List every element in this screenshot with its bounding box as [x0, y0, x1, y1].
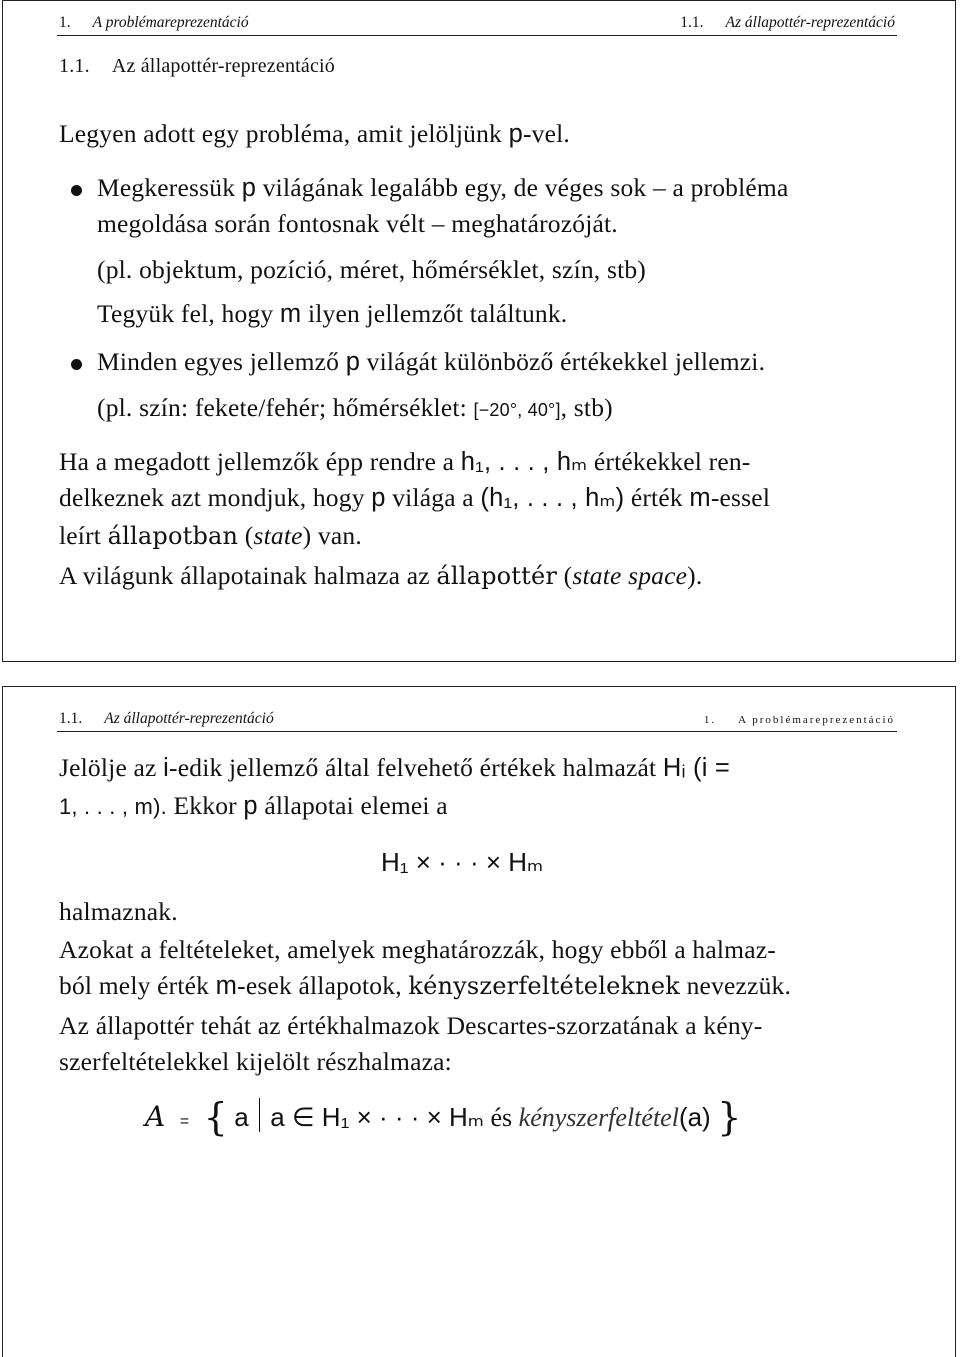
paragraph-2-line-3 — [59, 521, 362, 551]
math-range: [−20°, 40°] — [473, 400, 561, 420]
text: Ekkor — [166, 791, 244, 820]
text: -esek állapotok, — [237, 971, 409, 1000]
text: ). — [687, 561, 703, 590]
text: Legyen adott egy probléma, amit jelöljünk — [59, 119, 509, 148]
term-italic: kényszerfeltétel — [518, 1103, 679, 1132]
cartesian-product-equation: H₁ × · · · × Hₘ — [381, 847, 544, 877]
text: leírt — [59, 521, 108, 550]
text: delkeznek azt mondjuk, hogy — [59, 483, 372, 512]
math-var: p — [371, 484, 386, 512]
bullet-2-line-1 — [97, 347, 765, 377]
section-heading — [59, 55, 335, 78]
header-left-number: 1. — [59, 14, 71, 31]
paragraph-line-1: Azokat a feltételeket, amelyek meghatározzák, hogy ebből a halmaz- — [59, 935, 776, 964]
header-right — [680, 14, 895, 32]
text: Megkeressük — [97, 173, 242, 202]
bullet-2-line-2 — [97, 393, 613, 423]
math-var: p — [243, 792, 258, 820]
bullet-icon — [71, 359, 82, 370]
definition-line-1 — [59, 753, 730, 783]
open-brace: { — [203, 1095, 228, 1139]
term-italic: state space — [572, 561, 688, 590]
text: -essel — [710, 483, 771, 512]
paragraph-line-4: szerfeltételekkel kijelölt részhalmaza: — [59, 1047, 452, 1076]
term-bold: állapotban — [107, 522, 239, 550]
math-expr: Hᵢ (i = — [662, 754, 730, 782]
text: értékekkel ren- — [587, 447, 751, 476]
math-var: p — [345, 348, 361, 376]
math-var: i — [163, 754, 170, 782]
math-var: m — [689, 484, 711, 512]
term-italic: state — [253, 521, 303, 550]
text: (pl. szín: fekete/fehér; hőmérséklet: — [97, 393, 474, 422]
text: érték — [624, 483, 690, 512]
header-left-number: 1.1. — [59, 710, 83, 727]
header-left-title: A problémareprezentáció — [92, 14, 249, 31]
text: Minden egyes jellemző — [97, 347, 346, 376]
math-expr: (a) — [678, 1102, 711, 1132]
text: világát különböző értékekkel jellemzi. — [360, 347, 766, 376]
math-var: a — [234, 1102, 249, 1132]
text: ilyen jellemzőt találtunk. — [301, 299, 568, 328]
paragraph-2-line-1 — [59, 447, 750, 477]
bullet-1-line-3: (pl. objektum, pozíció, méret, hőmérséklet, szín, stb) — [97, 255, 647, 284]
text: A világunk állapotainak halmaza az — [59, 561, 437, 590]
header-right-number: 1.1. — [680, 14, 704, 31]
bullet-1-line-4 — [97, 299, 567, 329]
text: ból mely érték — [59, 971, 216, 1000]
paragraph-2-line-2 — [59, 483, 770, 513]
text: és — [490, 1103, 513, 1132]
slide-2 — [2, 686, 956, 1357]
text: -vel. — [522, 119, 570, 148]
math-var: m — [215, 972, 238, 1000]
equals-sign: = — [179, 1113, 190, 1130]
text: állapotai elemei a — [257, 791, 448, 820]
text: , stb) — [560, 393, 613, 422]
text: ) van. — [302, 521, 362, 550]
text: világának legalább egy, de véges sok – a probléma — [256, 173, 789, 202]
header-right-title: A problémareprezentáció — [738, 714, 895, 726]
text: -edik jellemző által felvehető értékek halmazát — [169, 753, 663, 782]
math-var: m — [279, 300, 302, 328]
paragraph-2-line-4 — [59, 561, 702, 591]
section-number: 1.1. — [59, 55, 90, 77]
term-bold: állapottér — [436, 562, 558, 590]
definition-line-2 — [59, 791, 448, 821]
paragraph-line-3: Az állapottér tehát az értékhalmazok Descartes-szorzatának a kény- — [59, 1011, 763, 1040]
header-right-title: Az állapottér-reprezentáció — [725, 14, 895, 31]
term-bold: kényszerfeltételeknek — [408, 972, 681, 1000]
calligraphic-a: A — [145, 1100, 166, 1133]
text-halmaznak: halmaznak. — [59, 897, 178, 926]
math-var: p — [508, 120, 523, 148]
slide-2-header — [57, 707, 897, 732]
state-space-equation — [145, 1095, 741, 1139]
text: Tegyük fel, hogy — [97, 299, 280, 328]
text: nevezzük. — [680, 971, 792, 1000]
set-builder-bar — [259, 1098, 261, 1132]
text: Ha a megadott jellemzők épp rendre a — [59, 447, 461, 476]
text: ( — [557, 561, 573, 590]
math-expr: (h₁, . . . , hₘ) — [480, 484, 625, 512]
paragraph-line-2 — [59, 971, 791, 1001]
header-left-title: Az állapottér-reprezentáció — [104, 710, 274, 727]
header-right-number: 1. — [703, 714, 717, 726]
header-right — [704, 710, 895, 728]
bullet-icon — [71, 185, 82, 196]
math-expr: a ∈ H₁ × · · · × Hₘ — [270, 1102, 484, 1132]
math-var: p — [241, 174, 257, 202]
text: Jelölje az — [59, 753, 164, 782]
header-left — [59, 14, 249, 32]
slide-1 — [2, 0, 956, 662]
slide-1-header — [57, 11, 897, 36]
header-left — [59, 710, 274, 728]
intro-line — [59, 119, 570, 149]
section-title: Az állapottér-reprezentáció — [111, 55, 336, 77]
bullet-1-line-2: megoldása során fontosnak vélt – meghatározóját. — [97, 209, 618, 238]
math-expr: 1, . . . , m). — [59, 794, 167, 819]
close-brace: } — [717, 1095, 742, 1139]
math-expr: h₁, . . . , hₘ — [460, 448, 588, 476]
text: világa a — [385, 483, 481, 512]
text: ( — [238, 521, 254, 550]
bullet-1-line-1 — [97, 173, 788, 203]
